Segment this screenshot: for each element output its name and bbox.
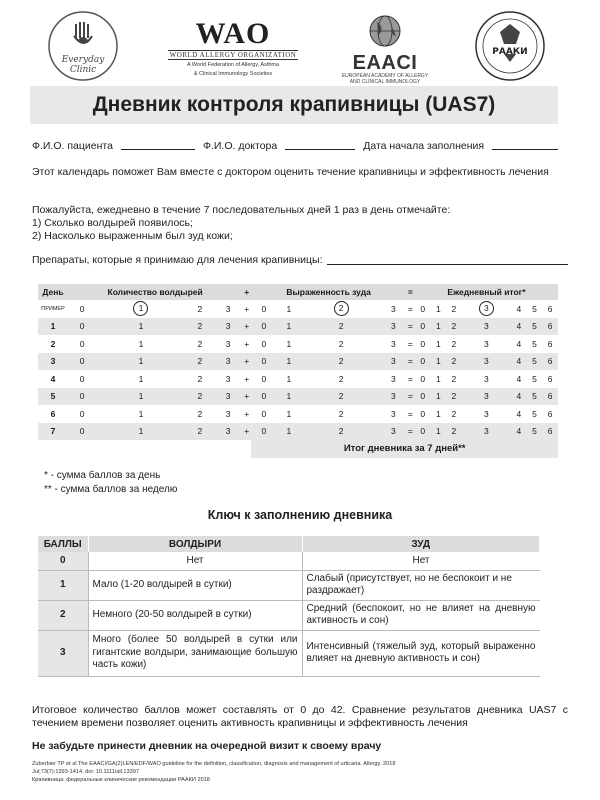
svg-text:Everyday: Everyday [61,55,105,65]
itch-score-cell[interactable]: 1 [276,335,301,353]
hives-score-cell[interactable]: 2 [186,388,214,406]
key-col-hives: ВОЛДЫРИ [88,536,302,552]
hives-score-cell[interactable]: 0 [68,335,96,353]
weekly-total-row [38,440,558,458]
hives-score-cell[interactable]: 0 [68,318,96,336]
start-date-label: Дата начала заполнения [363,140,485,152]
daily-score-cell[interactable]: 1 [431,335,447,353]
equals-sign: = [406,318,415,336]
instructions-lead: Пожалуйста, ежедневно в течение 7 последовательных дней 1 раз в день отмечайте: [32,204,451,216]
raaki-word: РААКИ [492,47,528,57]
daily-score-cell[interactable] [462,300,511,318]
key-col-score: БАЛЛЫ [38,536,88,552]
daily-score-cell[interactable]: 0 [415,388,431,406]
hives-score-cell[interactable]: 1 [96,405,185,423]
footnote-week-sum: ** - сумма баллов за неделю [44,484,178,495]
day-number: 7 [38,423,68,441]
hives-score-cell[interactable]: 2 [186,318,214,336]
daily-score-cell[interactable]: 5 [527,370,543,388]
hives-score-cell[interactable]: 3 [214,318,242,336]
key-itch: Нет [302,552,540,570]
daily-score-cell[interactable]: 0 [415,318,431,336]
itch-score-cell[interactable]: 3 [381,353,406,371]
itch-score-cell[interactable]: 2 [301,388,380,406]
hives-score-cell[interactable]: 2 [186,300,214,318]
itch-score-cell[interactable]: 0 [251,405,276,423]
key-hives: Нет [88,552,302,570]
itch-score-cell[interactable]: 2 [301,318,380,336]
diary-header-row [38,284,558,300]
itch-score-cell[interactable]: 3 [381,405,406,423]
key-score: 2 [38,600,88,630]
daily-score-cell[interactable]: 3 [462,318,511,336]
hives-score-cell[interactable]: 2 [186,370,214,388]
wao-sub-1: A World Federation of Allergy, Asthma [186,62,280,68]
instructions-item-2: 2) Насколько выраженным был зуд кожи; [32,230,233,242]
daily-score-cell[interactable]: 3 [462,423,511,441]
itch-score-cell[interactable]: 3 [381,388,406,406]
hives-score-cell[interactable]: 0 [68,353,96,371]
wao-mark: WAO [195,17,271,50]
hives-score-cell[interactable] [96,300,185,318]
itch-score-cell[interactable]: 3 [381,335,406,353]
daily-score-cell[interactable]: 6 [542,335,558,353]
key-itch: Средний (беспокоит, но не влияет на дневную активность и сон) [302,600,540,630]
weekly-total-label: Итог дневника за 7 дней** [251,440,558,458]
itch-score-cell[interactable]: 1 [276,353,301,371]
doctor-name-label: Ф.И.О. доктора [202,140,278,152]
key-title: Ключ к заполнению дневника [207,508,393,522]
day-number: 6 [38,405,68,423]
itch-score-cell[interactable]: 1 [276,423,301,441]
daily-score-cell[interactable]: 4 [511,405,527,423]
key-row [38,570,540,600]
logo-strip [0,8,600,84]
itch-score-cell[interactable]: 2 [301,370,380,388]
daily-score-cell[interactable]: 4 [511,318,527,336]
hives-score-cell[interactable]: 3 [214,388,242,406]
equals-sign: = [406,405,415,423]
daily-score-cell[interactable]: 5 [527,423,543,441]
hives-score-cell[interactable]: 2 [186,423,214,441]
itch-score-cell[interactable]: 0 [251,423,276,441]
daily-score-cell[interactable]: 1 [431,423,447,441]
col-itch: Выраженность зуда [251,284,406,300]
hives-score-cell[interactable]: 0 [68,388,96,406]
itch-score-cell[interactable] [301,300,380,318]
plus-sign: + [242,335,251,353]
daily-score-cell[interactable]: 6 [542,405,558,423]
medications-label: Препараты, которые я принимаю для лечения крапивницы: [32,254,323,266]
itch-circled-score: 2 [334,301,349,316]
medications-field[interactable] [327,254,569,265]
hives-score-cell[interactable]: 1 [96,370,185,388]
patient-name-label: Ф.И.О. пациента [32,140,113,152]
daily-score-cell[interactable]: 2 [446,335,462,353]
wao-logo [168,17,298,80]
intro-text: Этот календарь поможет Вам вместе с доктором оценить течение крапивницы и эффективность лечения [32,166,549,178]
itch-score-cell[interactable]: 0 [251,388,276,406]
hives-score-cell[interactable]: 3 [214,335,242,353]
wao-sub-2: & Clinical Immunology Societies [193,71,273,77]
itch-score-cell[interactable]: 2 [301,335,380,353]
itch-score-cell[interactable]: 2 [301,353,380,371]
day-number: 4 [38,370,68,388]
hives-score-cell[interactable]: 2 [186,335,214,353]
hives-score-cell[interactable]: 1 [96,388,185,406]
daily-score-cell[interactable]: 1 [431,388,447,406]
title-bar [30,86,558,124]
eaaci-word: EAACI [352,52,418,74]
day-number: 5 [38,388,68,406]
daily-score-cell[interactable]: 3 [462,335,511,353]
itch-score-cell[interactable]: 2 [301,423,380,441]
equals-sign: = [406,335,415,353]
medications-row [32,254,568,267]
reference-line-2: Jul;73(7):1393-1414. doi: 10.1111/all.13397 [32,769,139,775]
plus-sign: + [242,370,251,388]
daily-circled-score: 3 [479,301,494,316]
daily-score-cell[interactable]: 0 [415,300,431,318]
hives-score-cell[interactable]: 0 [68,300,96,318]
wao-name: WORLD ALLERGY ORGANIZATION [169,51,297,59]
daily-score-cell[interactable]: 1 [431,353,447,371]
daily-score-cell[interactable]: 1 [431,405,447,423]
page-title: Дневник контроля крапивницы (UAS7) [92,93,496,116]
itch-score-cell[interactable]: 3 [381,423,406,441]
eaaci-sub-2: AND CLINICAL IMMUNOLOGY [349,79,421,85]
key-hives: Немного (20-50 волдырей в сутки) [88,600,302,630]
key-row [38,600,540,630]
day-row [38,318,558,336]
daily-score-cell[interactable]: 0 [415,353,431,371]
globe-icon [365,14,405,48]
example-row [38,300,558,318]
hives-score-cell[interactable]: 2 [186,405,214,423]
itch-score-cell[interactable]: 0 [251,353,276,371]
daily-score-cell[interactable]: 0 [415,335,431,353]
key-itch: Интенсивный (тяжелый зуд, который выраженно влияет на дневную активность и сон) [302,630,540,676]
col-day: День [38,284,68,300]
key-hives: Много (более 50 волдырей в сутки или гигантские волдыри, занимающие большую часть кожи) [88,630,302,676]
plus-sign: + [242,300,251,318]
hives-score-cell[interactable]: 0 [68,370,96,388]
hives-score-cell[interactable]: 3 [214,300,242,318]
instructions-item-1: 1) Сколько волдырей появилось; [32,217,193,229]
key-header-row [38,536,540,552]
itch-score-cell[interactable]: 1 [276,300,301,318]
col-daily: Ежедневный итог* [415,284,558,300]
col-plus: + [242,284,251,300]
daily-score-cell[interactable]: 2 [446,423,462,441]
daily-score-cell[interactable]: 1 [431,318,447,336]
daily-score-cell[interactable]: 0 [415,423,431,441]
key-score: 3 [38,630,88,676]
itch-score-cell[interactable]: 3 [381,370,406,388]
patient-name-field[interactable] [121,140,195,150]
equals-sign: = [406,423,415,441]
daily-score-cell[interactable]: 6 [542,318,558,336]
hives-score-cell[interactable]: 1 [96,353,185,371]
key-hives: Мало (1-20 волдырей в сутки) [88,570,302,600]
start-date-field[interactable] [492,140,558,150]
hives-score-cell[interactable]: 3 [214,353,242,371]
daily-score-cell[interactable]: 4 [511,300,527,318]
key-score: 1 [38,570,88,600]
itch-score-cell[interactable]: 3 [381,300,406,318]
eaaci-sub-1: EUROPEAN ACADEMY OF ALLERGY [341,73,429,79]
daily-score-cell[interactable]: 5 [527,300,543,318]
hives-score-cell[interactable]: 0 [68,423,96,441]
plus-sign: + [242,388,251,406]
day-row [38,370,558,388]
summary-text: Итоговое количество баллов может составлять от 0 до 42. Сравнение результатов дневника UAS7 с течением времени позволяет оценить активность крапивницы и эффективность лечения [32,704,568,729]
hives-score-cell[interactable]: 0 [68,405,96,423]
diary-table [38,284,558,458]
day-number: 2 [38,335,68,353]
itch-score-cell[interactable]: 0 [251,335,276,353]
example-label: ПРИМЕР [38,300,68,318]
hives-score-cell[interactable]: 3 [214,405,242,423]
hives-score-cell[interactable]: 1 [96,318,185,336]
instructions [32,204,568,243]
day-row [38,353,558,371]
daily-score-cell[interactable]: 1 [431,300,447,318]
daily-score-cell[interactable]: 5 [527,405,543,423]
col-hives: Количество волдырей [68,284,242,300]
hives-score-cell[interactable]: 3 [214,423,242,441]
daily-score-cell[interactable]: 2 [446,388,462,406]
daily-score-cell[interactable]: 2 [446,370,462,388]
itch-score-cell[interactable]: 2 [301,405,380,423]
daily-score-cell[interactable]: 3 [462,353,511,371]
plus-sign: + [242,318,251,336]
daily-score-cell[interactable]: 2 [446,405,462,423]
day-number: 3 [38,353,68,371]
daily-score-cell[interactable]: 6 [542,300,558,318]
references [32,760,572,784]
itch-score-cell[interactable]: 1 [276,370,301,388]
day-number: 1 [38,318,68,336]
daily-score-cell[interactable]: 0 [415,370,431,388]
key-itch: Слабый (присутствует, но не беспокоит и не раздражает) [302,570,540,600]
doctor-name-field[interactable] [285,140,355,150]
itch-score-cell[interactable]: 1 [276,388,301,406]
reference-line-3: Крапивница: федеральные клинические рекомендации РААКИ 2018 [32,777,210,783]
itch-score-cell[interactable]: 0 [251,300,276,318]
hives-score-cell[interactable]: 2 [186,353,214,371]
key-score: 0 [38,552,88,570]
daily-score-cell[interactable]: 5 [527,388,543,406]
day-row [38,388,558,406]
key-col-itch: ЗУД [302,536,540,552]
reference-line-1: Zuberbier TP et al The EAACI/GA(2)LEN/EDF/WAO guideline for the definition, classification, diagnosis and management of urticaria. Allergy. 2018 [32,761,396,767]
footnote-day-sum: * - сумма баллов за день [44,470,161,481]
daily-score-cell[interactable]: 3 [462,370,511,388]
everyday-clinic-logo [40,10,126,82]
daily-score-cell[interactable]: 6 [542,423,558,441]
daily-score-cell[interactable]: 4 [511,388,527,406]
daily-score-cell[interactable]: 5 [527,335,543,353]
key-row [38,630,540,676]
daily-score-cell[interactable]: 4 [511,353,527,371]
day-row [38,335,558,353]
eaaci-logo [340,14,430,85]
plus-sign: + [242,423,251,441]
daily-score-cell[interactable]: 2 [446,300,462,318]
daily-score-cell[interactable]: 6 [542,388,558,406]
equals-sign: = [406,388,415,406]
day-row [38,423,558,441]
itch-score-cell[interactable]: 1 [276,318,301,336]
equals-sign: = [406,370,415,388]
daily-score-cell[interactable]: 0 [415,405,431,423]
daily-score-cell[interactable]: 4 [511,335,527,353]
itch-score-cell[interactable]: 1 [276,405,301,423]
day-row [38,405,558,423]
daily-score-cell[interactable]: 2 [446,318,462,336]
daily-score-cell[interactable]: 5 [527,353,543,371]
col-eq: = [406,284,415,300]
hives-score-cell[interactable]: 1 [96,335,185,353]
daily-score-cell[interactable]: 1 [431,370,447,388]
svg-text:Clinic: Clinic [69,65,97,75]
itch-score-cell[interactable]: 3 [381,318,406,336]
plus-sign: + [242,353,251,371]
key-table [38,536,540,677]
hives-score-cell[interactable]: 3 [214,370,242,388]
reminder-text: Не забудьте принести дневник на очередной визит к своему врачу [32,740,382,752]
daily-score-cell[interactable]: 4 [511,423,527,441]
patient-fields [32,140,568,153]
itch-score-cell[interactable]: 0 [251,370,276,388]
equals-sign: = [406,353,415,371]
daily-score-cell[interactable]: 3 [462,388,511,406]
daily-score-cell[interactable]: 6 [542,353,558,371]
raaki-logo [474,10,546,82]
key-row [38,552,540,570]
daily-score-cell[interactable]: 4 [511,370,527,388]
daily-score-cell[interactable]: 3 [462,405,511,423]
daily-score-cell[interactable]: 2 [446,353,462,371]
itch-score-cell[interactable]: 0 [251,318,276,336]
hives-circled-score: 1 [133,301,148,316]
plus-sign: + [242,405,251,423]
equals-sign: = [406,300,415,318]
hives-score-cell[interactable]: 1 [96,423,185,441]
daily-score-cell[interactable]: 6 [542,370,558,388]
daily-score-cell[interactable]: 5 [527,318,543,336]
